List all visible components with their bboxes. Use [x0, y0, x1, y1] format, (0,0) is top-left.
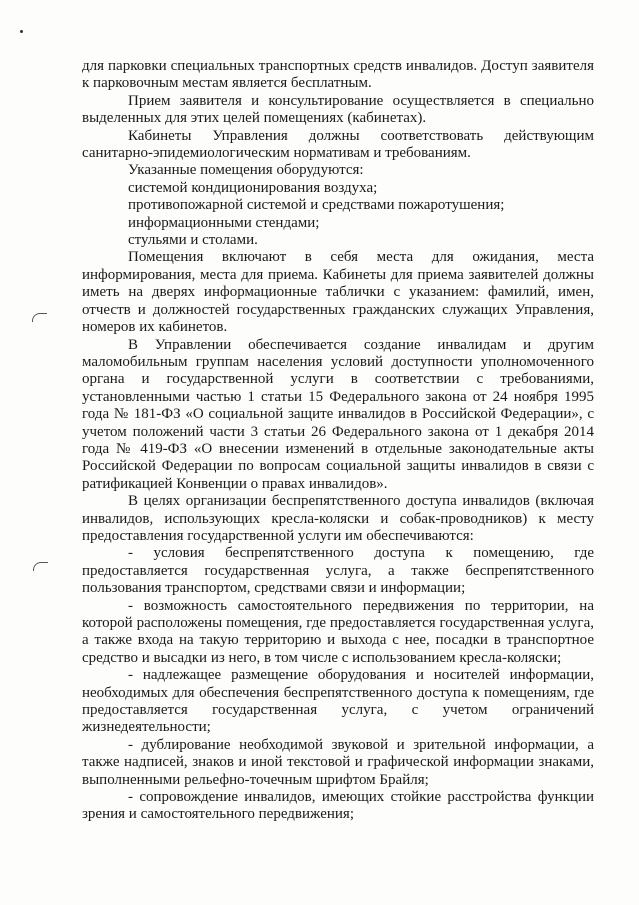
bullet-equipment-placement: - надлежащее размещение оборудования и носителей информации, необходимых для обеспечения беспрепятственного доступа к помещениям, где предоставляется государственная услуга, с учетом ограничений жизнедеятельности; — [82, 667, 594, 736]
list-item-fire-system: противопожарной системой и средствами пожаротушения; — [128, 197, 505, 214]
scan-mark-upper — [32, 313, 47, 322]
bullet-escort: - сопровождение инвалидов, имеющих стойкие расстройства функции зрения и самостоятельного передвижения; — [82, 789, 594, 823]
paragraph-premises: Помещения включают в себя места для ожидания, места информирования, места для приема. Кабинеты для приема заявителей должны иметь на дверях информационные таблички с указанием: фамилий, имен, отчеств и должностей государственных гражданских служащих Управления, номеров их кабинетов. — [82, 249, 594, 336]
paragraph-access-goals: В целях организации беспрепятственного доступа инвалидов (включая инвалидов, использующих кресла-коляски и собак-проводников) к месту предоставления государственной услуги им обеспечиваются: — [82, 493, 594, 544]
document-page — [82, 58, 594, 824]
bullet-independent-movement: - возможность самостоятельного передвижения по территории, на которой расположены помещения, где предоставляется государственная услуга, а также входа на такую территорию и выхода с нее, посадки в транспортное средство и высадки из него, в том числе с использованием кресла-коляски; — [82, 597, 594, 666]
bullet-access-conditions: - условия беспрепятственного доступа к помещению, где предоставляется государственная услуга, а также беспрепятственного пользования транспортом, средствами связи и информации; — [82, 545, 594, 597]
paragraph-accessibility-law: В Управлении обеспечивается создание инвалидам и другим маломобильным группам населения условий доступности уполномоченного органа и государственной услуги в соответствии с требованиями, установленными частью 1 статьи 15 Федерального закона от 24 ноября 1995 года № 181-ФЗ «О социальной защите инвалидов в Российской Федерации», с учетом положений части 3 статьи 26 Федерального закона от 1 декабря 2014 года № 419-ФЗ «О внесении изменений в отдельные законодательные акты Российской Федерации по вопросам социальной защиты инвалидов в связи с ратификацией Конвенции о правах инвалидов». — [82, 336, 594, 492]
paragraph-equipment-intro: Указанные помещения оборудуются: — [128, 162, 364, 179]
list-item-furniture: стульями и столами. — [128, 232, 258, 249]
scan-dot — [20, 30, 23, 33]
scan-mark-lower — [33, 562, 48, 571]
list-item-info-stands: информационными стендами; — [128, 214, 320, 231]
list-item-conditioning: системой кондиционирования воздуха; — [128, 179, 378, 196]
paragraph-offices: Кабинеты Управления должны соответствовать действующим санитарно-эпидемиологическим нормативам и требованиям. — [82, 127, 594, 162]
paragraph-reception: Прием заявителя и консультирование осуществляется в специально выделенных для этих целей помещениях (кабинетах). — [82, 92, 594, 127]
paragraph-parking: для парковки специальных транспортных средств инвалидов. Доступ заявителя к парковочным местам является бесплатным. — [82, 58, 594, 92]
bullet-information-duplication: - дублирование необходимой звуковой и зрительной информации, а также надписей, знаков и иной текстовой и графической информации знаками, выполненными рельефно-точечным шрифтом Брайля; — [82, 736, 594, 788]
